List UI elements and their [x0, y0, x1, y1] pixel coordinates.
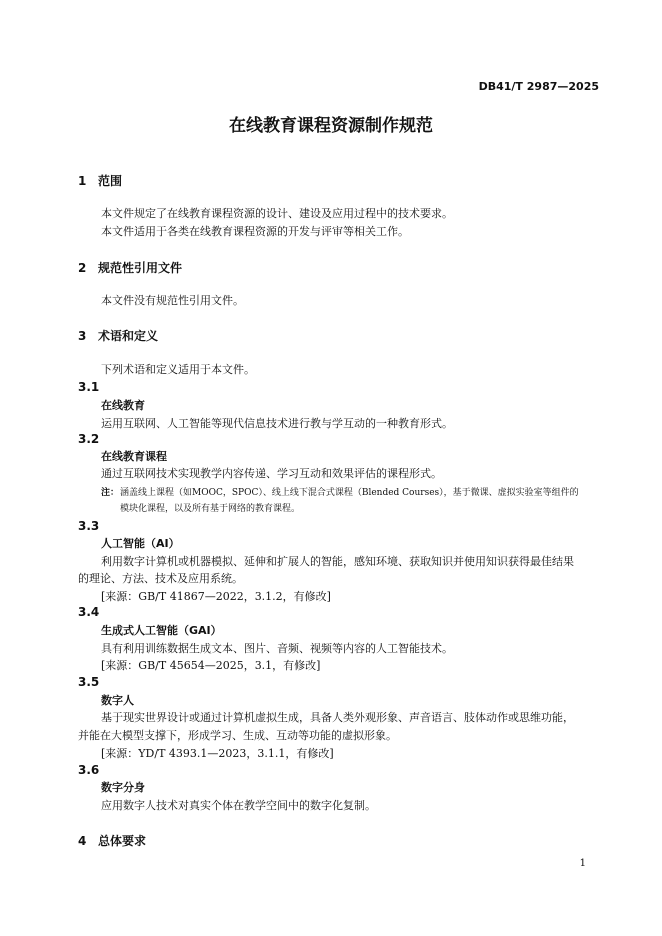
section-heading-4	[78, 832, 146, 849]
term-number: 3.6	[78, 763, 100, 777]
term-number: 3.3	[78, 519, 100, 533]
term-name: 在线教育课程	[101, 450, 167, 463]
page-number: 1	[579, 858, 586, 869]
term-definition: 运用互联网、人工智能等现代信息技术进行教与学互动的一种教育形式。	[101, 417, 453, 430]
term-definition: 基于现实世界设计或通过计算机虚拟生成，具备人类外观形象、声音语言、肢体动作或思维功能，	[101, 711, 574, 724]
term-source: [来源：GB/T 41867—2022，3.1.2，有修改]	[101, 590, 331, 603]
document-title: 在线教育课程资源制作规范	[229, 116, 433, 136]
note-label: 注：	[101, 488, 120, 498]
section-title: 规范性引用文件	[98, 261, 183, 275]
term-number: 3.5	[78, 675, 100, 689]
term-number: 3.1	[78, 380, 100, 394]
section-title: 术语和定义	[98, 329, 159, 343]
note-text: 模块化课程，以及所有基于网络的教育课程。	[120, 504, 301, 514]
term-definition: 利用数字计算机或机器模拟、延伸和扩展人的智能，感知环境、获取知识并使用知识获得最佳结果	[101, 555, 574, 568]
term-number: 3.4	[78, 605, 100, 619]
document-code: DB41/T 2987—2025	[478, 80, 599, 93]
section-heading-3	[78, 327, 158, 344]
term-definition: 并能在大模型支撑下，形成学习、生成、互动等功能的虚拟形象。	[78, 729, 397, 742]
section-title: 范围	[98, 174, 123, 188]
paragraph: 本文件规定了在线教育课程资源的设计、建设及应用过程中的技术要求。	[101, 207, 453, 220]
paragraph: 本文件没有规范性引用文件。	[101, 294, 244, 307]
paragraph: 本文件适用于各类在线教育课程资源的开发与评审等相关工作。	[101, 225, 409, 238]
term-number: 3.2	[78, 432, 100, 446]
section-number: 4	[78, 834, 87, 848]
term-name: 数字分身	[101, 781, 145, 794]
section-title: 总体要求	[98, 834, 147, 848]
term-definition: 通过互联网技术实现教学内容传递、学习互动和效果评估的课程形式。	[101, 467, 442, 480]
note-text: 涵盖线上课程（如MOOC，SPOC）、线上线下混合式课程（Blended Courses），基于微课、虚拟实验室等组件的	[120, 488, 579, 498]
term-definition: 的理论、方法、技术及应用系统。	[78, 572, 243, 585]
section-heading-1	[78, 172, 122, 189]
term-name: 生成式人工智能（GAI）	[101, 624, 222, 637]
section-number: 1	[78, 174, 87, 188]
term-name: 数字人	[101, 694, 134, 707]
term-source: [来源：YD/T 4393.1—2023，3.1.1，有修改]	[101, 747, 334, 760]
term-name: 在线教育	[101, 399, 145, 412]
section-number: 3	[78, 329, 87, 343]
term-source: [来源：GB/T 45654—2025，3.1，有修改]	[101, 659, 321, 672]
paragraph: 下列术语和定义适用于本文件。	[101, 363, 255, 376]
section-number: 2	[78, 261, 87, 275]
term-definition: 应用数字人技术对真实个体在教学空间中的数字化复制。	[101, 799, 376, 812]
term-name: 人工智能（AI）	[101, 537, 180, 550]
section-heading-2	[78, 259, 182, 276]
term-definition: 具有利用训练数据生成文本、图片、音频、视频等内容的人工智能技术。	[101, 642, 453, 655]
